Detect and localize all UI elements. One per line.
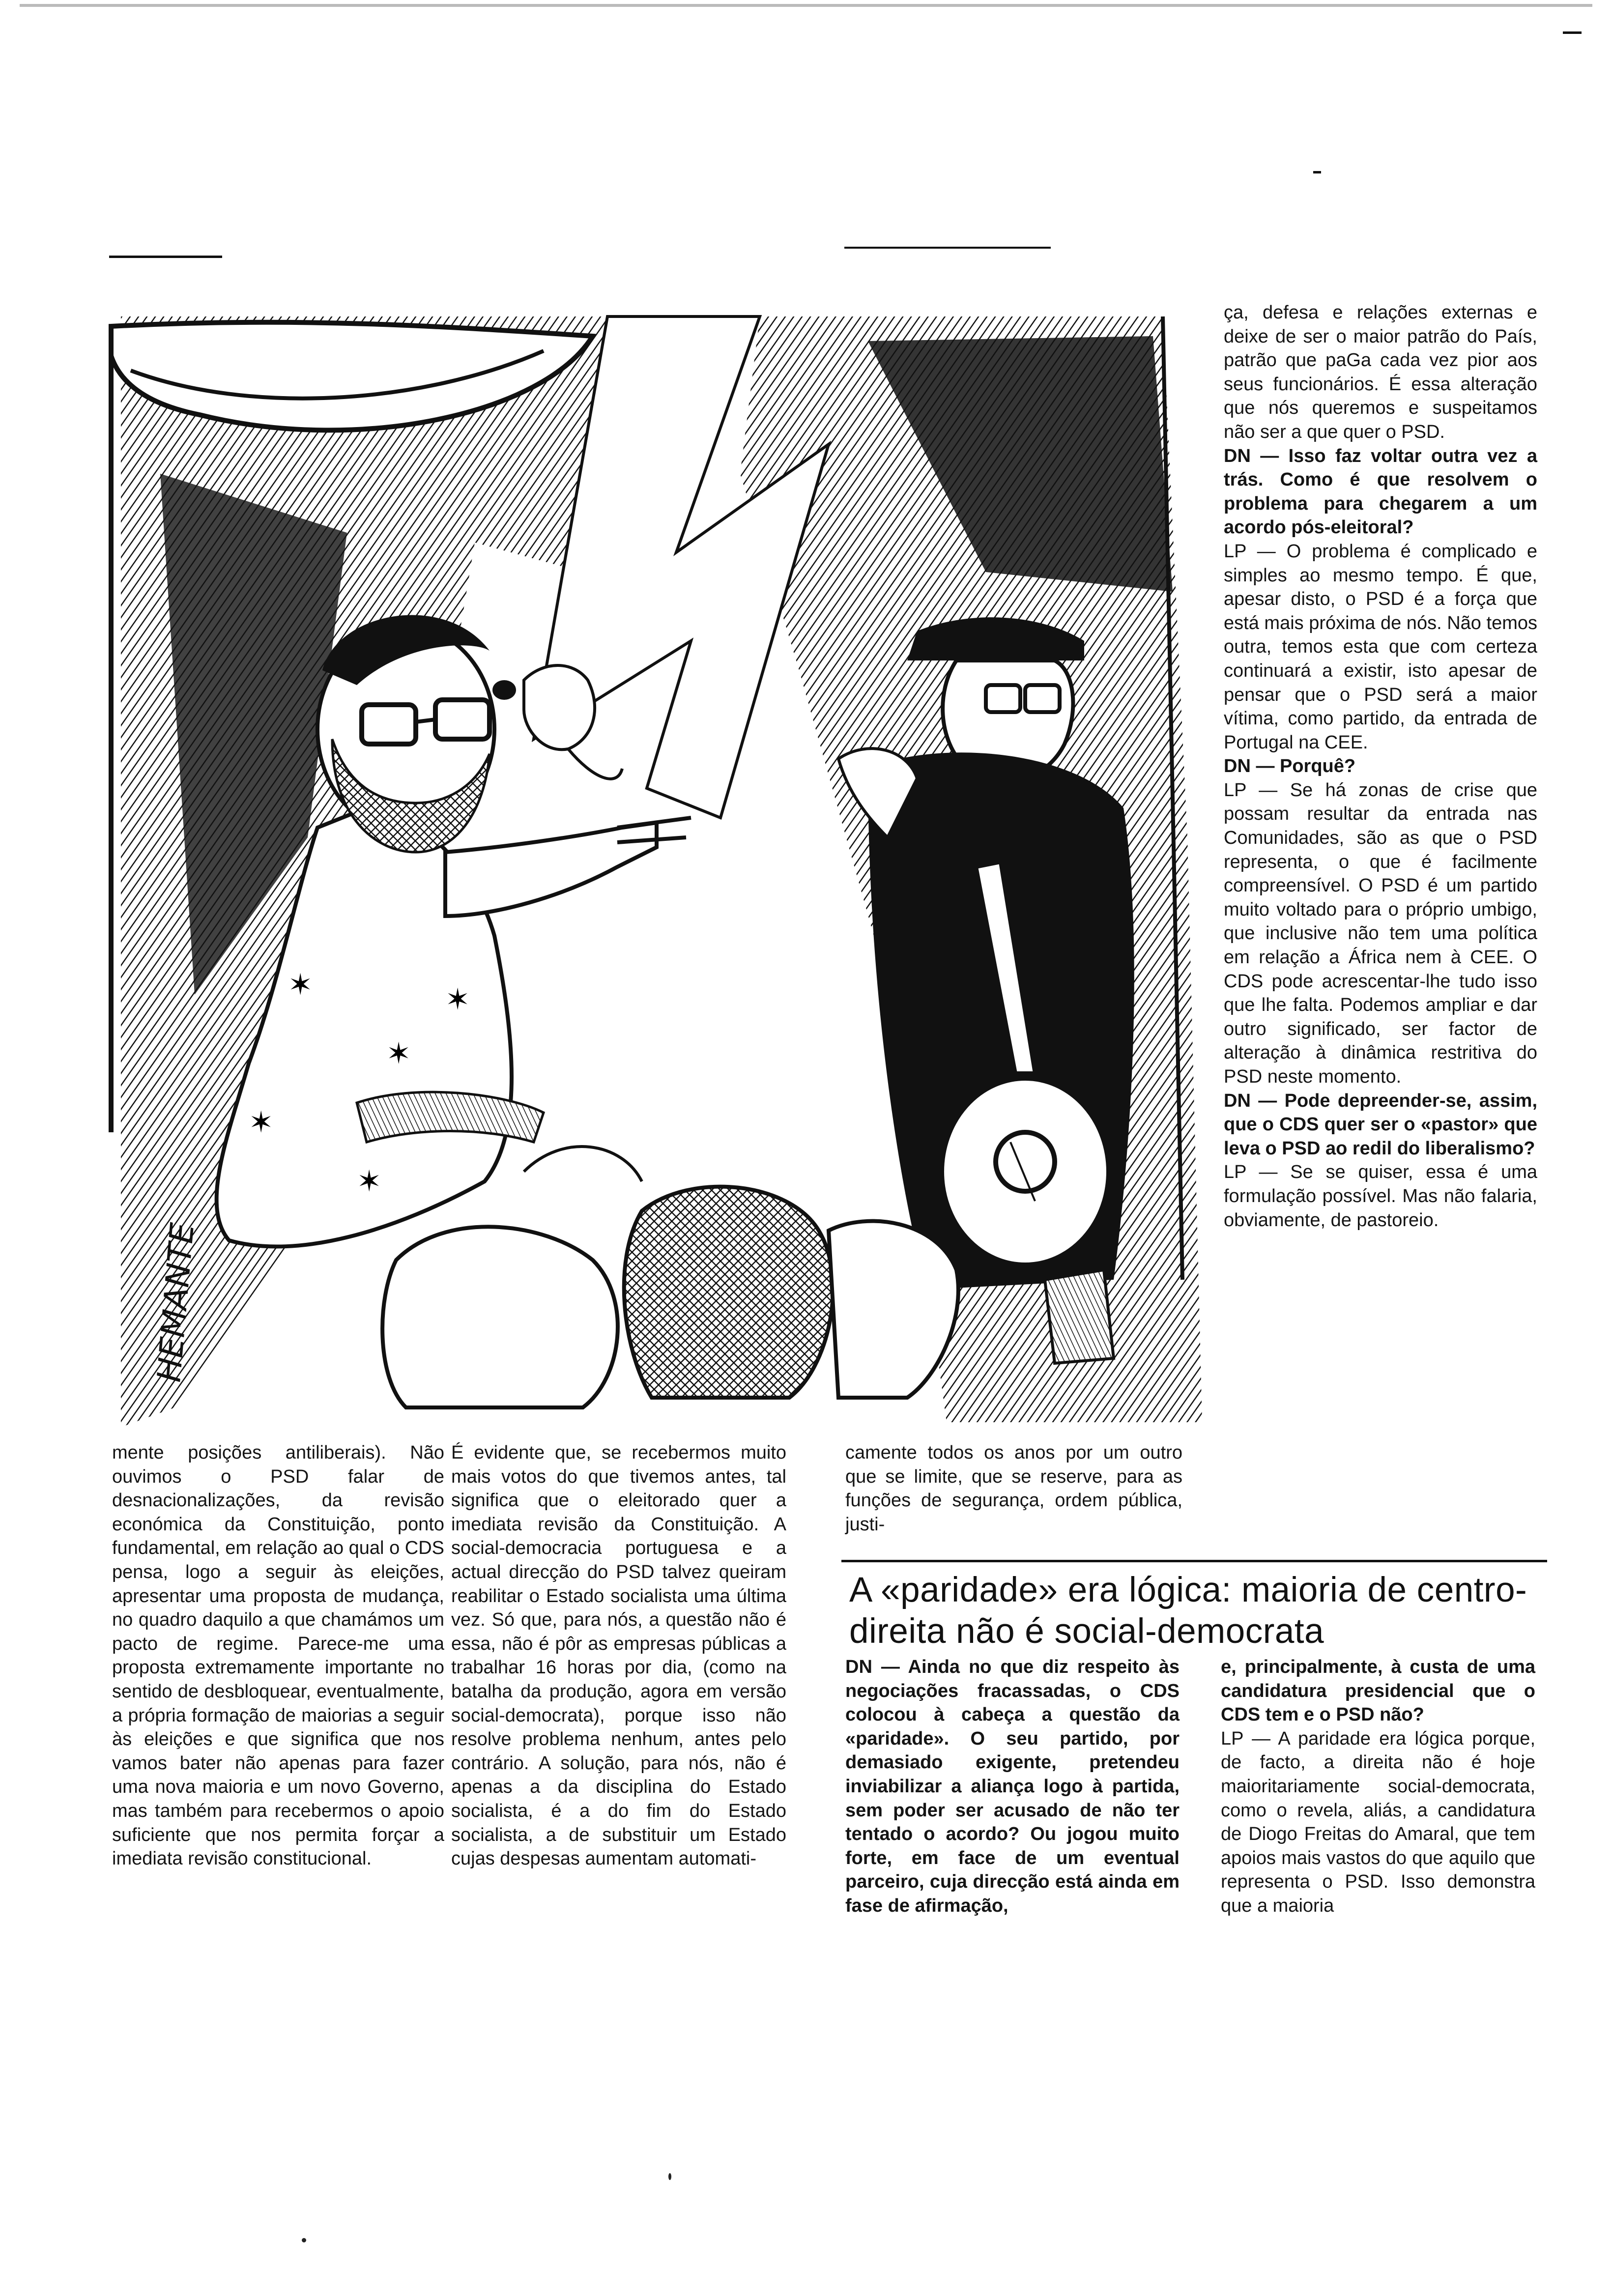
column-b bbox=[451, 1441, 786, 1871]
svg-text:✶: ✶ bbox=[288, 968, 313, 1002]
scan-speck bbox=[668, 2173, 671, 2180]
svg-text:✶: ✶ bbox=[386, 1036, 411, 1071]
top-edge-noise bbox=[20, 4, 1592, 7]
header-rule-right bbox=[844, 247, 1051, 249]
interview-question: DN — Isso faz voltar outra vez a trás. Como é que resolvem o problema para chegarem a um acordo pós-eleitoral? bbox=[1224, 445, 1537, 538]
column-d bbox=[845, 1655, 1180, 1918]
svg-text:✶: ✶ bbox=[249, 1105, 274, 1140]
column-e bbox=[1221, 1655, 1535, 1918]
column-right-interview bbox=[1224, 301, 1537, 1232]
paragraph: mente posições antiliberais). Não ouvimos o PSD falar de desnacionalizações, da revisão económica da Constituição, ponto fundamental, em relação ao qual o CDS pensa, logo a seguir às eleições, apresentar uma proposta de mudança, no quadro daquilo a que chamámos um pacto de regime. Parece-me uma proposta extremamente importante no sentido de desbloquear, eventualmente, a própria formação de maiorias a seguir às eleições e que significa que nos vamos bater não apenas para fazer uma nova maioria e um novo Governo, mas também para recebermos o apoio suficiente que nos permita forçar a imediata revisão constitucional. bbox=[112, 1442, 444, 1869]
interview-question: e, principalmente, à custa de uma candidatura presidencial que o CDS tem e o PSD não? bbox=[1221, 1657, 1535, 1725]
paragraph: camente todos os anos por um outro que se limite, que se reserve, para as funções de segurança, ordem pública, justi- bbox=[845, 1442, 1182, 1535]
column-c bbox=[845, 1441, 1182, 1536]
paragraph: LP — Se há zonas de crise que possam resultar da entrada nas Comunidades, são as que o PSD representa, o que é facilmente compreensível. O PSD é um partido muito voltado para o próprio umbigo, que inclusive não tem uma política em relação a África nem à CEE. O CDS pode acrescentar-lhe tudo isso que lhe falta. Podemos ampliar e dar outro significado, ser factor de alteração à dinâmica restritiva do PSD neste momento. bbox=[1224, 779, 1537, 1087]
headline-rule bbox=[841, 1560, 1547, 1562]
header-rule-left bbox=[109, 256, 222, 258]
section-headline: A «paridade» era lógica: maioria de centro-direita não é social-democrata bbox=[849, 1571, 1527, 1651]
interview-question: DN — Porquê? bbox=[1224, 756, 1356, 777]
editorial-cartoon bbox=[101, 297, 1223, 1443]
paragraph: É evidente que, se recebermos muito mais votos do que tivemos antes, tal significa que o eleitorado quer a imediata revisão da Constituição. A social-democracia portuguesa e a actual direcção do PSD talvez queiram reabilitar o Estado socialista uma última vez. Só que, para nós, a questão não é essa, não é pôr as empresas públicas a trabalhar 16 horas por dia, (como na batalha da produção, agora em versão social-democrata), porque isso não resolve problema nenhum, antes pelo contrário. A solução, para nós, não é apenas a da disciplina do Estado socialista, é a do fim do Estado socialista, a de substituir um Estado cujas despesas aumentam automati- bbox=[451, 1442, 786, 1869]
paragraph: LP — O problema é complicado e simples ao mesmo tempo. É que, apesar disto, o PSD é a força que está mais próxima de nós. Não temos outra, temos esta que com certeza continuará a existir, isto apesar de pensar que o PSD será a maior vítima, como partido, da entrada de Portugal na CEE. bbox=[1224, 541, 1537, 753]
paragraph: LP — A paridade era lógica porque, de facto, a direita não é hoje maioritariamente social-democrata, como o revela, aliás, a candidatura de Diogo Freitas do Amaral, que tem apoios mais vastos do que aquilo que representa o PSD. Isso demonstra que a maioria bbox=[1221, 1728, 1535, 1916]
cartoon-signature: HEMANTE bbox=[150, 1221, 202, 1384]
interview-question: DN — Pode depreender-se, assim, que o CDS quer ser o «pastor» que leva o PSD ao redil do liberalismo? bbox=[1224, 1090, 1537, 1159]
svg-text:✶: ✶ bbox=[357, 1164, 382, 1199]
paragraph: LP — Se se quiser, essa é uma formulação possível. Mas não falaria, obviamente, de pastoreio. bbox=[1224, 1162, 1537, 1231]
svg-text:✶: ✶ bbox=[445, 982, 470, 1017]
margin-mark bbox=[1563, 31, 1582, 34]
column-a bbox=[112, 1441, 444, 1871]
scan-speck bbox=[302, 2238, 306, 2242]
margin-mark-2 bbox=[1313, 171, 1321, 173]
paragraph: ça, defesa e relações externas e deixe de ser o maior patrão do País, patrão que paGa cada vez pior aos seus funcionários. É essa alteração que nós queremos e suspeitamos não ser a que quer o PSD. bbox=[1224, 302, 1537, 442]
interview-question: DN — Ainda no que diz respeito às negociações fracassadas, o CDS colocou à cabeça a questão da «paridade». O seu partido, por demasiado exigente, pretendeu inviabilizar a aliança logo à partida, sem poder ser acusado de não ter tentado o acordo? Ou jogou muito forte, em face de um eventual parceiro, cuja direcção está ainda em fase de afirmação, bbox=[845, 1657, 1180, 1916]
